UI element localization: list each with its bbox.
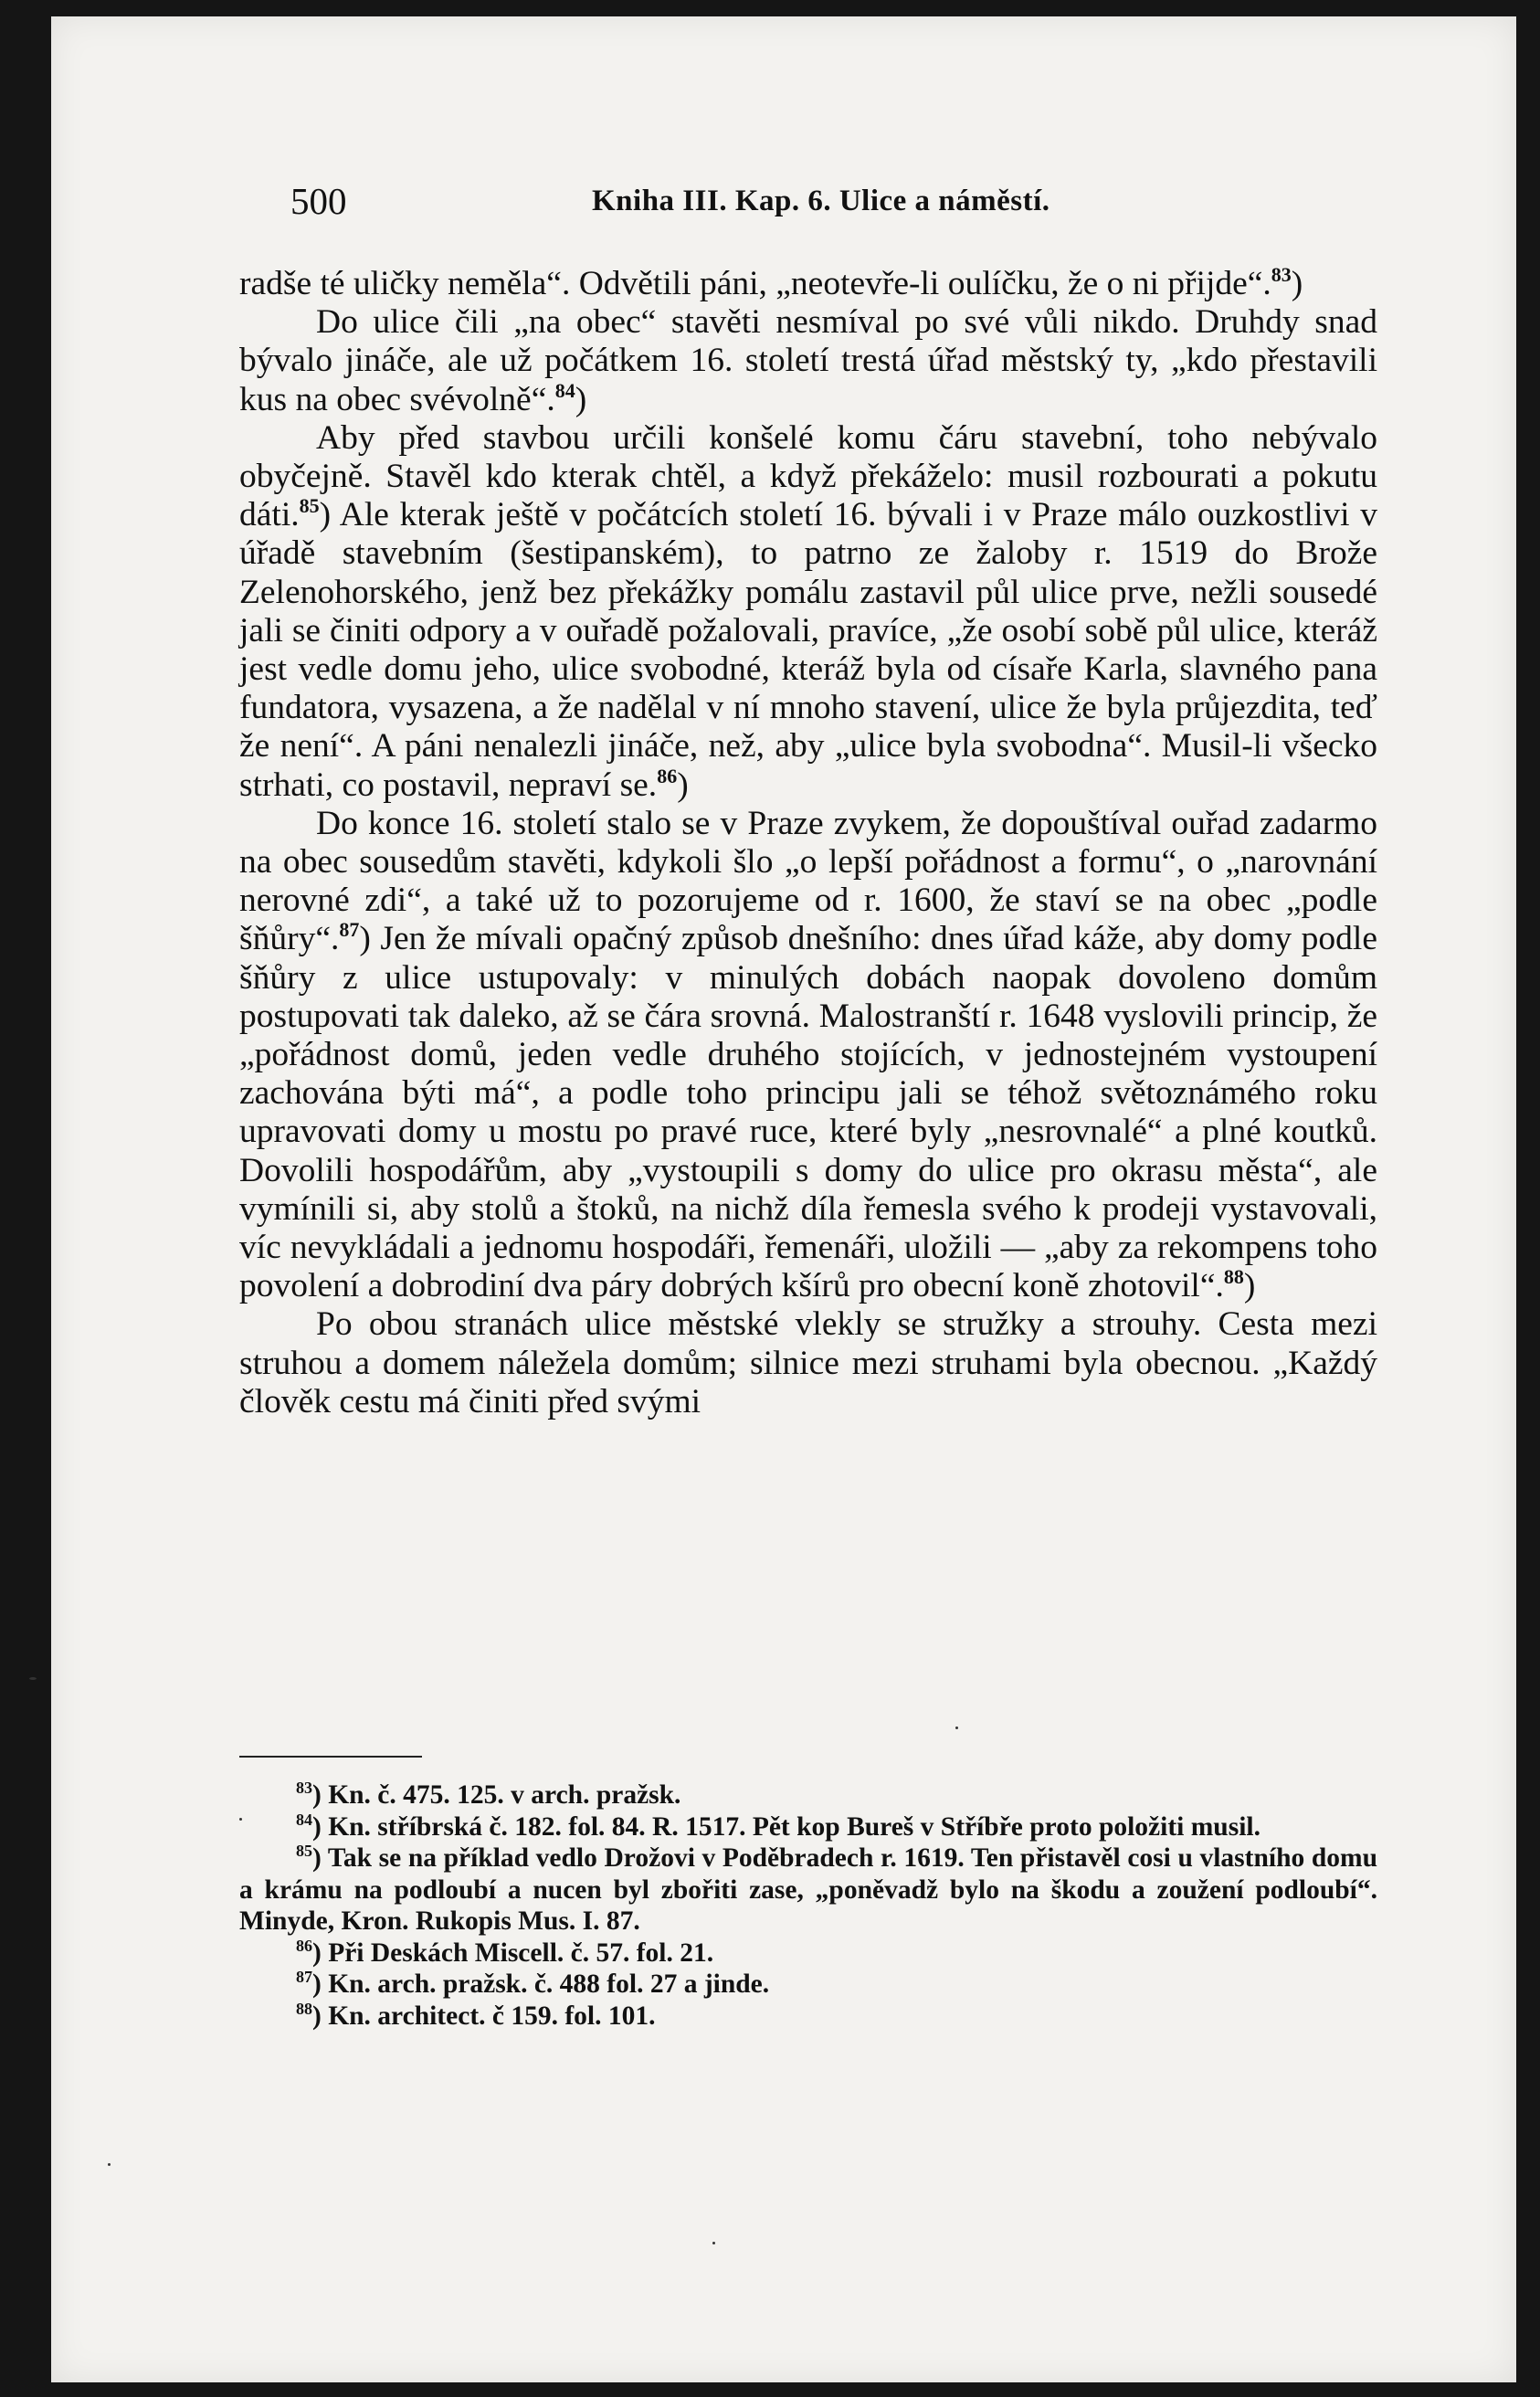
running-title: Kniha III. Kap. 6. Ulice a náměstí. (592, 185, 1050, 217)
footnote-number: 84 (296, 1810, 312, 1829)
text-run: Po obou stranách ulice městské vlekly se stružky a strouhy. Cesta mezi struhou a domem náležela domům; silnice mezi struhami byla obecnou. „Každý člověk cestu má činiti před svými (239, 1305, 1377, 1420)
footnote (239, 1779, 1377, 1811)
footnote-number: 88 (296, 1999, 312, 2018)
footnote-ref: 83 (1271, 263, 1292, 286)
footnote-ref: 87 (339, 918, 360, 942)
main-text (239, 265, 1377, 1421)
text-run: ) (1291, 265, 1303, 302)
footnote-number: 83 (296, 1779, 312, 1797)
text-run: Aby před stavbou určili konšelé komu čáru stavební, toho nebývalo obyčejně. Stavěl kdo kterak chtěl, a když překáželo: musil rozbourati a pokutu dáti. (239, 418, 1377, 534)
paragraph (239, 805, 1377, 1306)
footnote-number: 87 (296, 1968, 312, 1986)
paragraph (239, 303, 1377, 419)
text-run: Do konce 16. století stalo se v Praze zvykem, že dopouštíval ouřad zadarmo na obec sousedům stavěti, kdykoli šlo „o lepší pořádnost a formu“, o „narovnání nerovné zdi“, a také už to pozorujeme od r. 1600, že staví se na obec „podle šňůry“. (239, 804, 1377, 958)
footnote-ref: 85 (299, 494, 320, 518)
scan-speck (239, 1818, 242, 1821)
footnote-text: ) Kn. stříbrská č. 182. fol. 84. R. 1517. Pět kop Bureš v Stříbře proto položiti musil. (312, 1811, 1260, 1842)
footnote-ref: 86 (657, 764, 678, 787)
page-header (290, 179, 1429, 234)
text-run: radše té uličky neměla“. Odvětili páni, „neotevře-li oulíčku, že o ni přijde“. (239, 265, 1271, 302)
paragraph (239, 265, 1377, 303)
footnote-number: 86 (296, 1936, 312, 1955)
text-run: ) (1243, 1267, 1256, 1305)
footnote-text: ) Tak se na příklad vedlo Drožovi v Poděbradech r. 1619. Ten přistavěl cosi u vlastního domu a krámu na podloubí a nucen byl zbořiti zase, „poněvadž bylo na škodu a zoužení podloubí“. Minyde, Kron. Rukopis Mus. I. 87. (239, 1843, 1377, 1936)
footnote-number: 85 (296, 1842, 312, 1860)
text-run: ) (677, 766, 689, 804)
footnote-text: ) Kn. arch. pražsk. č. 488 fol. 27 a jinde. (312, 1969, 770, 1999)
footnotes (239, 1779, 1377, 2032)
footnote (239, 2001, 1377, 2033)
footnote-text: ) Při Deskách Miscell. č. 57. fol. 21. (312, 1938, 714, 1968)
text-run: ) (575, 380, 587, 418)
footnote (239, 1938, 1377, 1969)
scan-speck (955, 1726, 958, 1729)
paragraph (239, 419, 1377, 805)
text-run: ) Jen že mívali opačný způsob dnešního: dnes úřad káže, aby domy podle šňůry z ulice ustupovaly: v minulých dobách naopak dovoleno domům postupovati tak daleko, až se čára srovná. Malostranští r. 1648 vyslovili princip, že „pořádnost domů, jeden vedle druhého stojících, v jednostejném vystoupení zachována býti má“, a podle toho principu jali se téhož světoznámého roku upravovati domy u mostu po pravé ruce, které byly „nesrovnalé“ a plné koutků. Dovolili hospodářům, aby „vystoupili s domy do ulice pro okrasu města“, ale vymínili si, aby stolů a štoků, na nichž díla řemesla svého k prodeji vystavovali, víc nevykládali a jednomu hospodáři, řemenáři, uložili — „aby za rekompens toho povolení a dobrodiní dva páry dobrých kšírů pro obecní koně zhotovil“. (239, 920, 1377, 1305)
footnote-text: ) Kn. č. 475. 125. v arch. pražsk. (312, 1780, 681, 1810)
page-number: 500 (290, 180, 347, 222)
footnote (239, 1843, 1377, 1938)
text-run: ) Ale kterak ještě v počátcích století 16. bývali i v Praze málo ouzkostlivi v úřadě stavebním (šestipanském), to patrno ze žaloby r. 1519 do Brože Zelenohorského, jenž bez překážky pomálu zastavil půl ulice prve, nežli sousedé jali se činiti odpory a v ouřadě požalovali, pravíce, „že osobí sobě půl ulice, kteráž jest vedle domu jeho, ulice svobodné, kteráž byla od císaře Karla, slavného pana fundatora, vysazena, a že nadělal v ní mnoho stavení, ulice že byla průjezdita, teď že není“. A páni nenalezli jináče, než, aby „ulice byla svobodna“. Musil-li všecko strhati, co postavil, nepraví se. (239, 496, 1377, 804)
scan-speck (29, 1677, 37, 1680)
paragraph (239, 1305, 1377, 1421)
footnote-rule (239, 1756, 422, 1758)
scan-speck (712, 2242, 715, 2244)
footnote-text: ) Kn. architect. č 159. fol. 101. (312, 2001, 656, 2031)
footnote (239, 1811, 1377, 1843)
footnote-ref: 84 (554, 378, 575, 402)
text-run: Do ulice čili „na obec“ stavěti nesmíval po své vůli nikdo. Druhdy snad bývalo jináče, ale už počátkem 16. století trestá úřad městský ty, „kdo přestavili kus na obec svévolně“. (239, 303, 1377, 418)
scan-speck (108, 2163, 111, 2166)
footnote (239, 1969, 1377, 2001)
footnote-ref: 88 (1223, 1265, 1244, 1289)
